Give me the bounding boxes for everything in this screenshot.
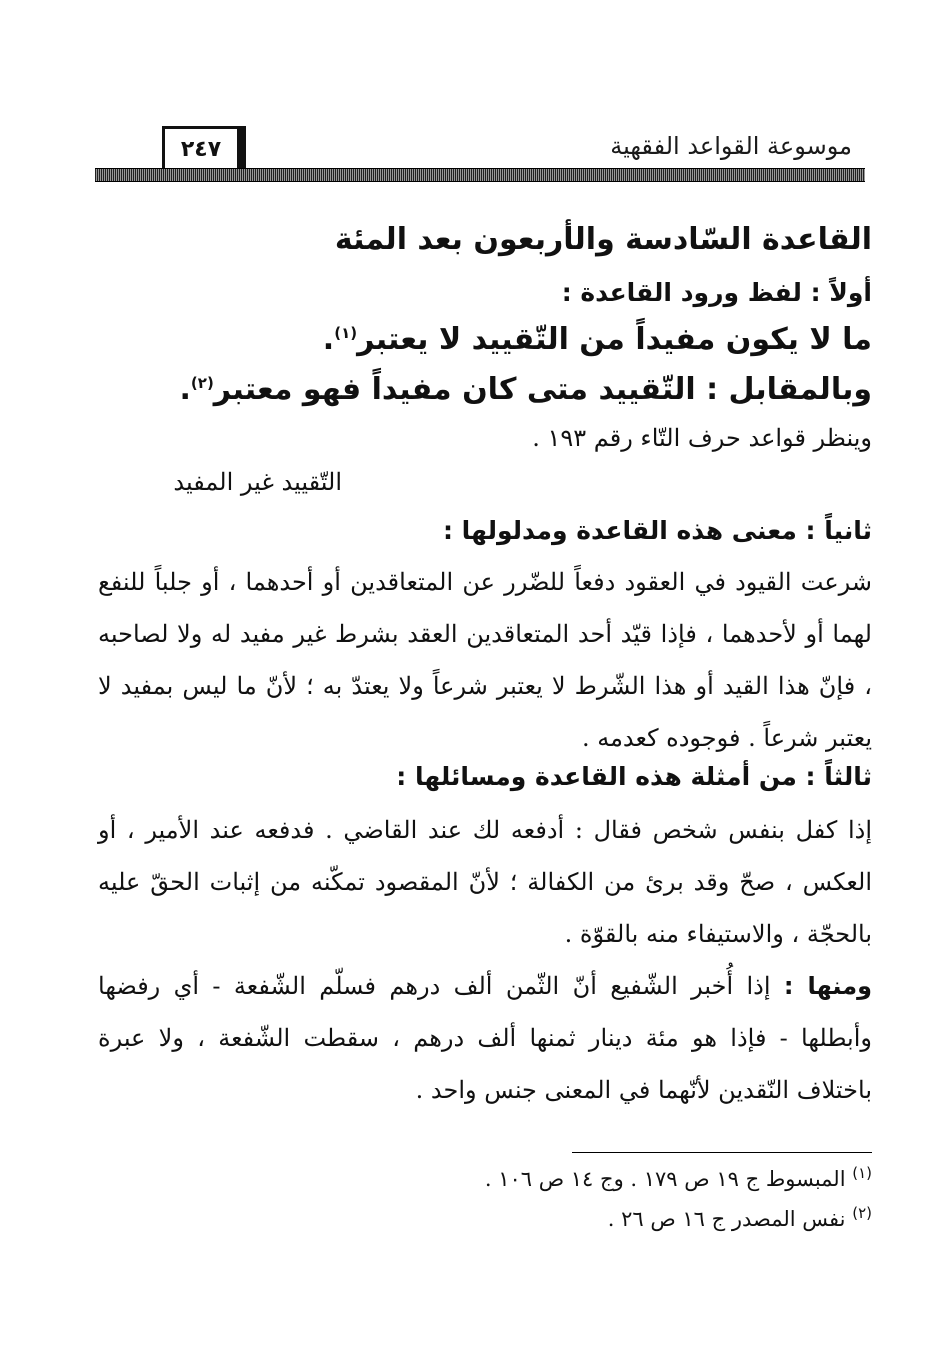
footnote-2-text: نفس المصدر ج ١٦ ص ٢٦ . [607,1207,846,1231]
footnote-2 [608,1204,872,1231]
opposite-text: وبالمقابل : التّقييد متى كان مفيداً فهو معتبر [213,372,872,407]
rule-text: ما لا يكون مفيداً من التّقييد لا يعتبر [357,322,872,357]
footnote-1 [485,1164,872,1191]
header-divider [95,168,865,182]
meaning-paragraph: شرعت القيود في العقود دفعاً للضّرر عن المتعاقدين أو أحدهما ، أو جلباً للنفع لهما أو لأحدهما ، فإذا قيّد أحد المتعاقدين العقد بشرط غير مفيد له ولا لصاحبه ، فإنّ هذا القيد أو هذا الشّرط لا يعتبر شرعاً ولا يعتدّ به ؛ لأنّ ما ليس بمفيد لا يعتبر شرعاً . فوجوده كعدمه . [98,568,872,752]
footnote-divider [572,1152,872,1153]
second-subheading: ثانياً : معنى هذه القاعدة ومدلولها : [442,516,872,545]
example-label: ومنها : [783,972,872,1000]
book-title: موسوعة القواعد الفقهية [610,132,852,160]
section-title: القاعدة السّادسة والأربعون بعد المئة [334,222,872,257]
page-number: ٢٤٧ [162,126,246,170]
example-paragraph-2 [98,960,872,1116]
see-also-note: وينظر قواعد حرف التّاء رقم ١٩٣ . [532,424,872,452]
example-paragraph-1: إذا كفل بنفس شخص فقال : أدفعه لك عند القاضي . فدفعه عند الأمير ، أو العكس ، صحّ وقد برئ من الكفالة ؛ لأنّ المقصود تمكّنه من إثبات الحقّ عليه بالحجّة ، والاستيفاء منه بالقوّة . [98,816,872,948]
footnote-1-text: المبسوط ج ١٩ ص ١٧٩ . وج ١٤ ص ١٠٦ . [484,1167,846,1191]
footnote-ref-2: (٢) [190,374,214,392]
footnote-1-marker: (١) [852,1164,872,1182]
footnote-2-marker: (٢) [852,1204,872,1222]
footnote-ref-1: (١) [334,324,358,342]
rule-statement: ما لا يكون مفيداً من التّقييد لا يعتبر$^{(١)}$. [322,322,872,357]
key-phrase: التّقييد غير المفيد [173,468,342,496]
example-text: إذا أُخبر الشّفيع أنّ الثّمن ألف درهم فسلّم الشّفعة - أي رفضها وأبطلها - فإذا هو مئة دينار ثمنها ألف درهم ، سقطت الشّفعة ، ولا عبرة باختلاف النّقدين لأنّهما في المعنى جنس واحد . [98,972,872,1104]
opposite-statement: وبالمقابل : التّقييد متى كان مفيداً فهو معتبر$^{(٢)}$. [179,372,872,407]
third-subheading: ثالثاً : من أمثلة هذه القاعدة ومسائلها : [396,762,872,791]
first-subheading: أولاً : لفظ ورود القاعدة : [561,278,872,307]
